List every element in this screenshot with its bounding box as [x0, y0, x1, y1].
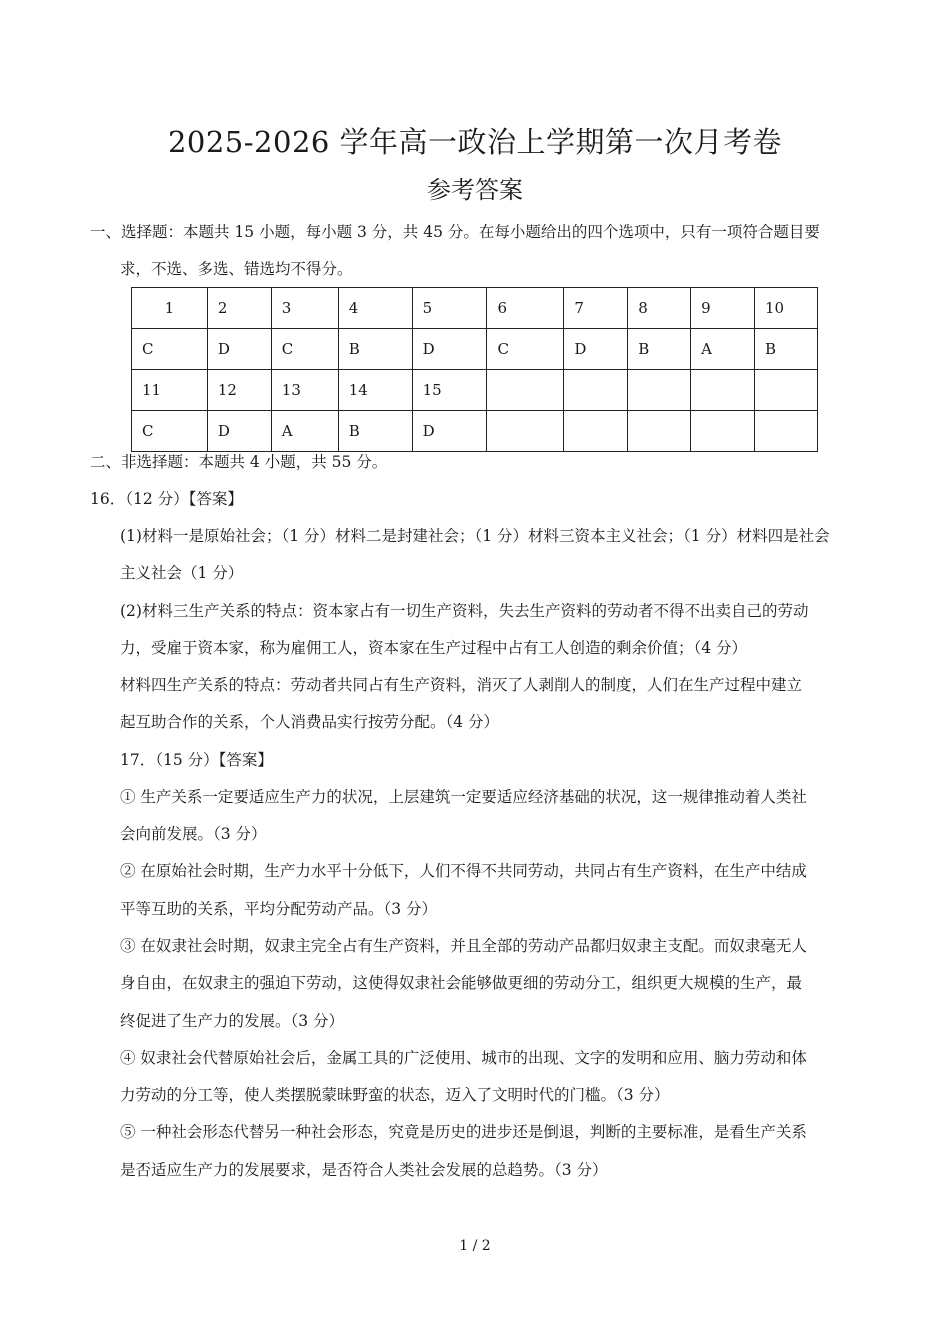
q17-line: 力劳动的分工等，使人类摆脱蒙昧野蛮的状态，迈入了文明时代的门槛。（3 分）	[120, 1086, 670, 1104]
answer-table-cell: 5	[412, 288, 487, 329]
answer-table-cell: B	[628, 329, 691, 370]
answer-table-cell: 8	[628, 288, 691, 329]
answer-table-cell	[487, 411, 564, 452]
answer-table-cell: 10	[755, 288, 818, 329]
q17-line: 平等互助的关系，平均分配劳动产品。（3 分）	[120, 900, 438, 918]
q17-heading: 17．（15 分）【答案】	[120, 751, 273, 769]
answer-table-row	[132, 370, 818, 411]
answer-table-row	[132, 411, 818, 452]
answer-table	[131, 287, 818, 452]
answer-table-cell	[487, 370, 564, 411]
page-number: 1 / 2	[459, 1238, 491, 1254]
answer-table-cell: 3	[271, 288, 338, 329]
q16-line: 材料四生产关系的特点：劳动者共同占有生产资料，消灭了人剥削人的制度，人们在生产过程中建立	[120, 676, 803, 694]
answer-table-cell: 1	[132, 288, 208, 329]
q17-line: 是否适应生产力的发展要求，是否符合人类社会发展的总趋势。（3 分）	[120, 1161, 608, 1179]
answer-table-cell: D	[207, 329, 271, 370]
page-subtitle: 参考答案	[427, 176, 523, 204]
answer-table-cell: C	[271, 329, 338, 370]
answer-table-cell: B	[338, 329, 412, 370]
q16-line: (1)材料一是原始社会；（1 分）材料二是封建社会；（1 分）材料三资本主义社会；（1 分）材料四是社会	[120, 527, 830, 545]
q16-heading: 16．（12 分）【答案】	[90, 490, 243, 508]
q17-line: ⑤ 一种社会形态代替另一种社会形态，究竟是历史的进步还是倒退，判断的主要标准，是看生产关系	[120, 1123, 807, 1141]
answer-table-cell: C	[487, 329, 564, 370]
q16-line: 起互助合作的关系，个人消费品实行按劳分配。（4 分）	[120, 713, 500, 731]
q16-line: 力，受雇于资本家，称为雇佣工人，资本家在生产过程中占有工人创造的剩余价值；（4 分）	[120, 639, 748, 657]
q17-line: 会向前发展。（3 分）	[120, 825, 267, 843]
q16-line: 主义社会（1 分）	[120, 564, 244, 582]
answer-table-cell: B	[338, 411, 412, 452]
answer-table-cell	[628, 370, 691, 411]
q17-line: 终促进了生产力的发展。（3 分）	[120, 1012, 345, 1030]
page-title: 2025-2026 学年高一政治上学期第一次月考卷	[167, 125, 783, 159]
answer-table-row	[132, 288, 818, 329]
answer-table-cell	[691, 411, 755, 452]
answer-table-cell: 9	[691, 288, 755, 329]
answer-table-cell: 11	[132, 370, 208, 411]
answer-table-row	[132, 329, 818, 370]
answer-table-cell	[691, 370, 755, 411]
answer-table-cell	[755, 370, 818, 411]
answer-table-cell: A	[271, 411, 338, 452]
answer-table-cell: D	[412, 411, 487, 452]
answer-table-cell: 4	[338, 288, 412, 329]
section1-instruction-line1: 一、选择题：本题共 15 小题，每小题 3 分，共 45 分。在每小题给出的四个选项中，只有一项符合题目要	[90, 223, 820, 241]
answer-table-cell: 6	[487, 288, 564, 329]
answer-table-cell: D	[207, 411, 271, 452]
answer-table-cell: A	[691, 329, 755, 370]
q17-line: 身自由，在奴隶主的强迫下劳动，这使得奴隶社会能够做更细的劳动分工，组织更大规模的生产，最	[120, 974, 803, 992]
answer-table-cell: 12	[207, 370, 271, 411]
section1-instruction-line2: 求，不选、多选、错选均不得分。	[120, 260, 353, 278]
answer-table-cell	[564, 370, 628, 411]
q17-line: ③ 在奴隶社会时期，奴隶主完全占有生产资料，并且全部的劳动产品都归奴隶主支配。而奴隶毫无人	[120, 937, 807, 955]
answer-table-cell	[628, 411, 691, 452]
answer-table-cell: D	[412, 329, 487, 370]
answer-table-cell: 13	[271, 370, 338, 411]
q16-line: (2)材料三生产关系的特点：资本家占有一切生产资料，失去生产资料的劳动者不得不出卖自己的劳动	[120, 602, 809, 620]
answer-table-cell: C	[132, 329, 208, 370]
answer-table-cell	[564, 411, 628, 452]
answer-table-cell: 7	[564, 288, 628, 329]
answer-table-cell: 2	[207, 288, 271, 329]
q17-line: ① 生产关系一定要适应生产力的状况，上层建筑一定要适应经济基础的状况，这一规律推动着人类社	[120, 788, 807, 806]
answer-table-cell: B	[755, 329, 818, 370]
answer-table-cell: 15	[412, 370, 487, 411]
q17-line: ④ 奴隶社会代替原始社会后，金属工具的广泛使用、城市的出现、文字的发明和应用、脑力劳动和体	[120, 1049, 807, 1067]
q17-line: ② 在原始社会时期，生产力水平十分低下，人们不得不共同劳动，共同占有生产资料，在生产中结成	[120, 862, 807, 880]
answer-table-cell: C	[132, 411, 208, 452]
answer-table-cell: D	[564, 329, 628, 370]
answer-table-cell: 14	[338, 370, 412, 411]
answer-table-cell	[755, 411, 818, 452]
section2-heading: 二、非选择题：本题共 4 小题，共 55 分。	[90, 453, 388, 471]
